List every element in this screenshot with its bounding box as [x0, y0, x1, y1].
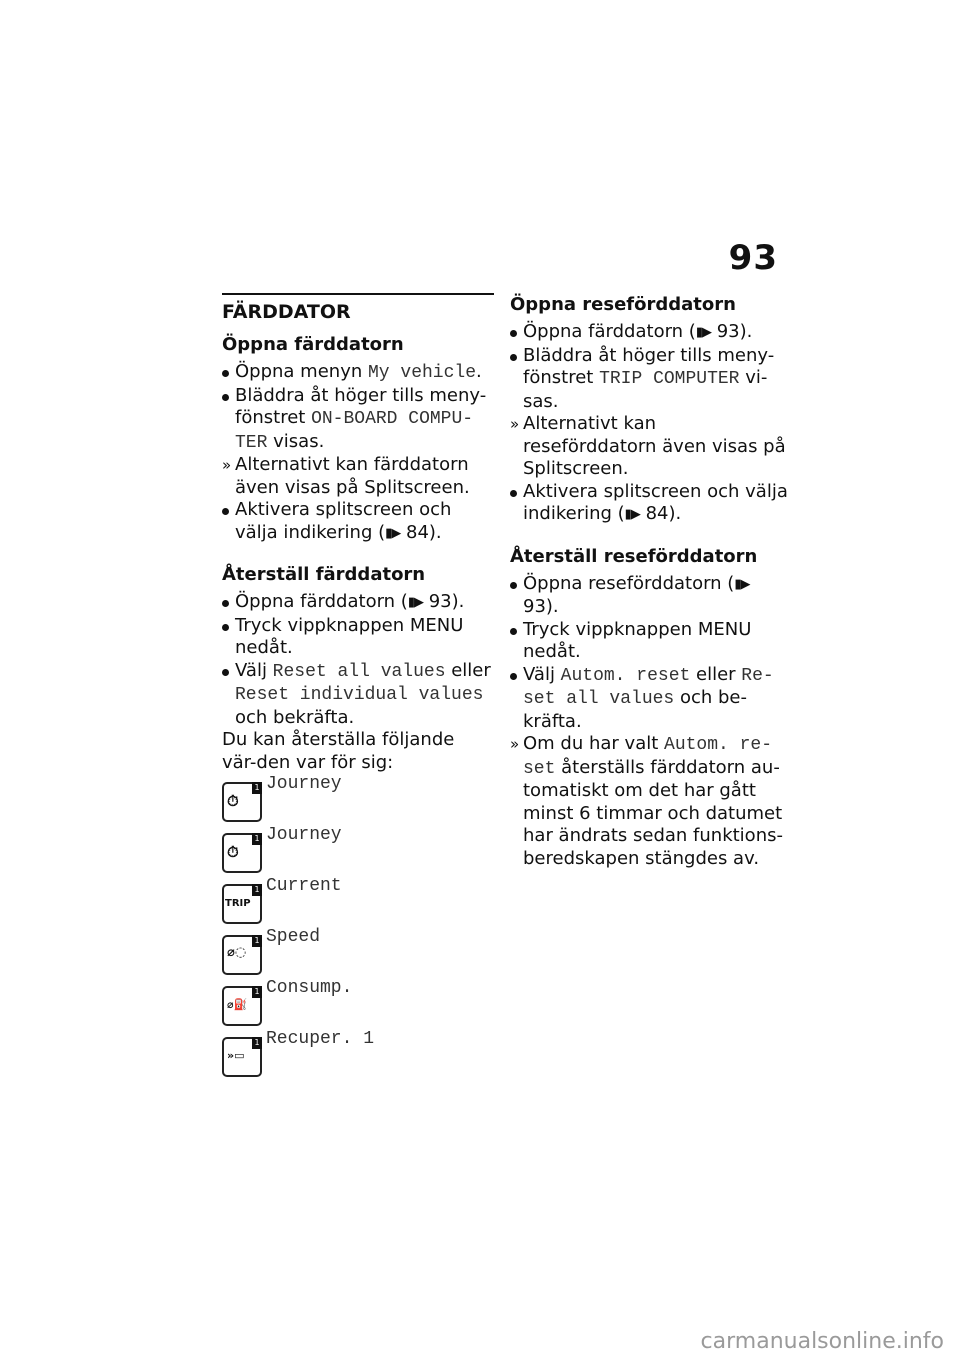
chevron-right-icon: »	[510, 735, 520, 753]
list-item	[222, 876, 494, 931]
reset-travel-computer-heading: Återställ reseförddatorn	[510, 545, 758, 567]
list-item: Öppna färddatorn (▮▶ 93).	[510, 321, 790, 345]
list-item: Välj Reset all values eller Reset individual values och bekräfta.	[222, 660, 494, 730]
reset-steps-list	[222, 591, 494, 729]
page-ref-arrow-icon: ▮▶	[695, 325, 711, 340]
value-label: Speed	[266, 927, 321, 947]
open-travel-computer-heading: Öppna reseförddatorn	[510, 294, 736, 315]
bullet-icon	[510, 490, 517, 497]
watermark: carmanualsonline.info	[700, 1329, 944, 1354]
bullet-icon	[222, 508, 229, 515]
values-intro: Du kan återställa följande vär-den var för sig:	[222, 729, 455, 773]
bullet-icon	[222, 370, 229, 377]
left-column	[222, 293, 494, 1084]
menu-code: TRIP COMPUTER	[599, 369, 740, 389]
page-ref[interactable]: 93	[716, 321, 740, 342]
bullet-icon	[222, 669, 229, 676]
bullet-icon	[510, 628, 517, 635]
list-item	[222, 927, 494, 982]
stopwatch-icon: ⏱ 1	[222, 833, 262, 873]
bullet-icon	[222, 394, 229, 401]
page-ref[interactable]: 93	[428, 591, 452, 612]
page-ref-arrow-icon: ▮▶	[734, 576, 750, 592]
menu-code: Autom. reset	[560, 665, 691, 686]
bullet-icon	[510, 582, 517, 589]
menu-code: Re-set all values	[523, 665, 774, 709]
stopwatch-icon: ⏱ 1	[222, 782, 262, 822]
page-ref[interactable]: 84	[406, 521, 429, 543]
list-item	[222, 1029, 494, 1084]
page-ref-arrow-icon: ▮▶	[624, 507, 640, 522]
list-item: Bläddra åt höger tills meny-fönstret TRIP COMPUTER vi-sas.	[510, 345, 790, 414]
menu-code: Reset all values	[272, 661, 446, 682]
menu-code: My vehicle	[367, 363, 477, 383]
open-trip-computer-heading: Öppna färddatorn	[222, 334, 404, 355]
section-rule	[222, 293, 494, 295]
value-label: Consump.	[266, 978, 353, 998]
right-column	[510, 293, 790, 870]
page-ref[interactable]: 93	[523, 596, 546, 617]
consumption-average-icon: ⌀⛽ 1	[222, 986, 262, 1026]
list-item: Aktivera splitscreen och välja indikering (▮▶ 84).	[222, 499, 494, 545]
bullet-icon	[510, 354, 517, 361]
value-label: Recuper. 1	[266, 1029, 375, 1049]
menu-code: Reset individual values	[235, 685, 484, 705]
trip-icon: TRIP 1	[222, 884, 262, 924]
recuperation-icon: »▭ 1	[222, 1037, 262, 1077]
page-ref-arrow-icon: ▮▶	[385, 525, 401, 541]
value-label: Journey	[266, 825, 342, 845]
bullet-icon	[510, 330, 517, 337]
chevron-right-icon: »	[222, 456, 232, 474]
list-item: Tryck vippknappen MENU nedåt.	[222, 615, 494, 660]
reset-trip-computer-heading: Återställ färddatorn	[222, 564, 426, 585]
list-item: Öppna reseförddatorn (▮▶ 93).	[510, 573, 790, 619]
resettable-values-list	[222, 774, 494, 1084]
menu-code: ON-BOARD COMPU-TER	[235, 409, 474, 453]
list-item: Öppna färddatorn (▮▶ 93).	[222, 591, 494, 615]
speed-average-icon: ⌀◌ 1	[222, 935, 262, 975]
page-number: 93	[728, 238, 778, 278]
page-ref-arrow-icon: ▮▶	[407, 595, 423, 610]
value-label: Current	[266, 876, 342, 896]
list-item: Bläddra åt höger tills meny-fönstret ON-BOARD COMPU-TER visas.	[222, 385, 494, 455]
reset-travel-steps-list	[510, 573, 790, 871]
list-item	[222, 978, 494, 1033]
bullet-icon	[222, 600, 229, 607]
page-ref[interactable]: 84	[645, 503, 669, 524]
list-item: Öppna menyn My vehicle.	[222, 361, 494, 385]
list-item: Välj Autom. reset eller Re-set all values och be-kräfta.	[510, 664, 790, 734]
open-steps-list	[222, 361, 494, 545]
menu-code: Autom. re-set	[523, 735, 773, 779]
list-item	[222, 774, 494, 829]
list-item	[222, 825, 494, 880]
bullet-icon	[222, 624, 229, 631]
list-item: » Om du har valt Autom. re-set återställs färddatorn au-tomatiskt om det har gått minst 6 timmar och datumet har ändrats sedan funktions-beredskapen stängdes av.	[510, 733, 783, 869]
chevron-right-icon: »	[510, 415, 520, 433]
list-item: » Alternativt kan färddatorn även visas på Splitscreen.	[222, 454, 470, 498]
list-item: Aktivera splitscreen och välja indikering (▮▶ 84).	[510, 481, 790, 527]
bullet-icon	[510, 673, 517, 680]
list-item: Tryck vippknappen MENU nedåt.	[510, 619, 790, 664]
value-label: Journey	[266, 774, 342, 794]
open-travel-steps-list	[510, 321, 790, 527]
section-title: FÄRDDATOR	[222, 301, 351, 323]
list-item: » Alternativt kan reseförddatorn även visas på Splitscreen.	[510, 413, 786, 479]
